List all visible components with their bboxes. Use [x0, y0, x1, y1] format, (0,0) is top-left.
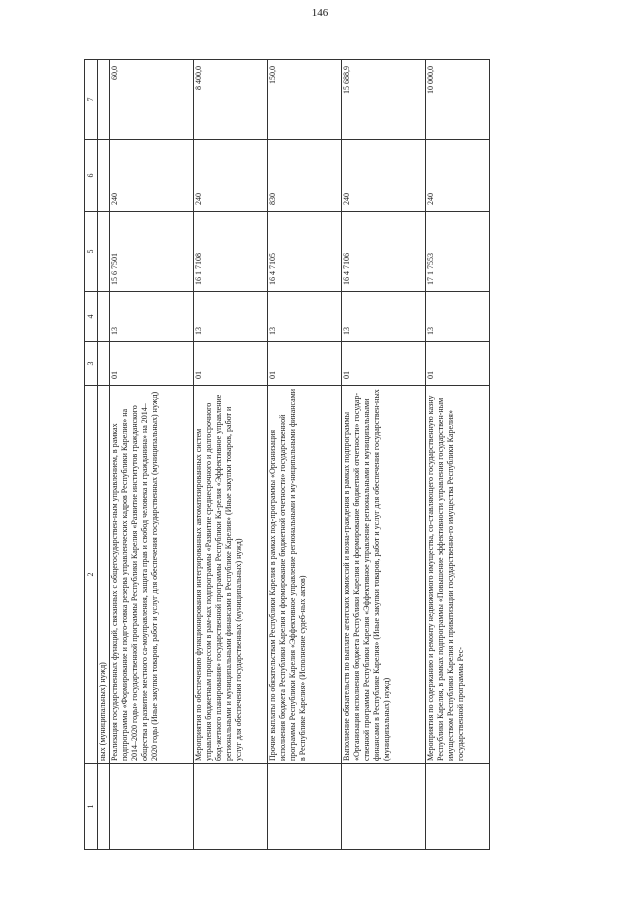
- cell-expense-type: 240: [110, 140, 194, 212]
- cell-subsection: 13: [194, 292, 268, 342]
- cell-target-code: 16 1 7108: [194, 212, 268, 292]
- cell-amount: 10 000,0: [426, 60, 490, 140]
- cell-expense-type: 240: [426, 140, 490, 212]
- column-header: 6: [85, 140, 98, 212]
- column-header: 2: [85, 386, 98, 764]
- cell-expense-type: 240: [194, 140, 268, 212]
- cell-subsection: 13: [426, 292, 490, 342]
- cell-section: 01: [194, 342, 268, 386]
- cell-col1: [194, 764, 268, 850]
- cell-section: 01: [268, 342, 342, 386]
- cell-expense-type: 830: [268, 140, 342, 212]
- column-header: 5: [85, 212, 98, 292]
- table-row: [342, 60, 426, 850]
- cell-amount: 15 688,9: [342, 60, 426, 140]
- table-row: [194, 60, 268, 850]
- cell-expense-type: [98, 140, 110, 212]
- cell-amount: 8 400,0: [194, 60, 268, 140]
- table-row: [110, 60, 194, 850]
- cell-description: Мероприятия по содержанию и ремонту недвижимого имущества, со-ставляющего государственную казну Республики Карелия, в рамках подпрограммы «Повышение эффективности управления государствен-ным имуществом Республики Карелия и приватизации государственно-го имущества Республики Карелия» государственной программы Рес-: [426, 386, 490, 764]
- cell-description: Прочие выплаты по обязательствам Республики Карелия в рамках под-программы «Организация исполнения бюджета Республики Карелия и формирование бюджетной отчетности» государственной программы Республики Карелия «Эффективное управление региональными и му-ниципальными финансами в Республике Карелия» (Исполнение судеб-ных актов): [268, 386, 342, 764]
- cell-target-code: 16 4 7106: [342, 212, 426, 292]
- column-header: 4: [85, 292, 98, 342]
- cell-amount: [98, 60, 110, 140]
- column-header: 1: [85, 764, 98, 850]
- cell-expense-type: 240: [342, 140, 426, 212]
- cell-target-code: 15 6 7501: [110, 212, 194, 292]
- table-row: [426, 60, 490, 850]
- cell-description: ных (муниципальных) нужд): [98, 386, 110, 764]
- cell-section: 01: [342, 342, 426, 386]
- cell-amount: 60,0: [110, 60, 194, 140]
- table-header-row: [85, 60, 98, 850]
- rotated-table-container: [84, 60, 564, 850]
- cell-col1: [110, 764, 194, 850]
- cell-subsection: 13: [110, 292, 194, 342]
- cell-section: 01: [426, 342, 490, 386]
- cell-subsection: 13: [342, 292, 426, 342]
- cell-amount: 150,0: [268, 60, 342, 140]
- cell-target-code: [98, 212, 110, 292]
- table-row: [98, 60, 110, 850]
- column-header: 7: [85, 60, 98, 140]
- cell-description: Выполнение обязательств по выплате агентских комиссий и возна-граждения в рамках подпрограммы «Организация исполнения бюджета Республики Карелия и формирование бюджетной отчетности» государ-ственной программы Республики Карелия «Эффективное управление региональными и муниципальными финансами в Республике Карелия» (Иные закупки товаров, работ и услуг для обеспечения государствен-ных (муниципальных) нужд): [342, 386, 426, 764]
- page-number: 146: [311, 7, 329, 19]
- cell-col1: [342, 764, 426, 850]
- budget-table: [84, 59, 490, 850]
- cell-target-code: 17 1 7553: [426, 212, 490, 292]
- cell-col1: [268, 764, 342, 850]
- cell-col1: [426, 764, 490, 850]
- cell-subsection: [98, 292, 110, 342]
- cell-target-code: 16 4 7105: [268, 212, 342, 292]
- cell-subsection: 13: [268, 292, 342, 342]
- cell-col1: [98, 764, 110, 850]
- cell-section: [98, 342, 110, 386]
- cell-section: 01: [110, 342, 194, 386]
- cell-description: Мероприятия по обеспечению функционирования интегрированных автоматизированных систем управления бюджетным процессом в рам-ках подпрограммы «Развитие среднесрочного и долгосрочного бюд-жетного планирования» государственной программы Республики Ка-релия «Эффективное управление региональными и муниципальными финансами в Республике Карелия» (Иные закупки товаров, работ и услуг для обеспечения государственных (муниципальных) нужд): [194, 386, 268, 764]
- cell-description: Реализация государственных функций, связанных с общегосударствен-ным управлением, в рамках подпрограммы «Формирование и подго-товка резерва управленческих кадров Республики Карелия» на 2014–2020 годы» государственной программы Республики Карелия «Развитие институтов гражданского общества и развитие местного са-моуправления, защита прав и свобод человека и гражданина» на 2014–2020 годы (Иные закупки товаров, работ и услуг для обеспечения государственных (муниципальных) нужд): [110, 386, 194, 764]
- table-row: [268, 60, 342, 850]
- column-header: 3: [85, 342, 98, 386]
